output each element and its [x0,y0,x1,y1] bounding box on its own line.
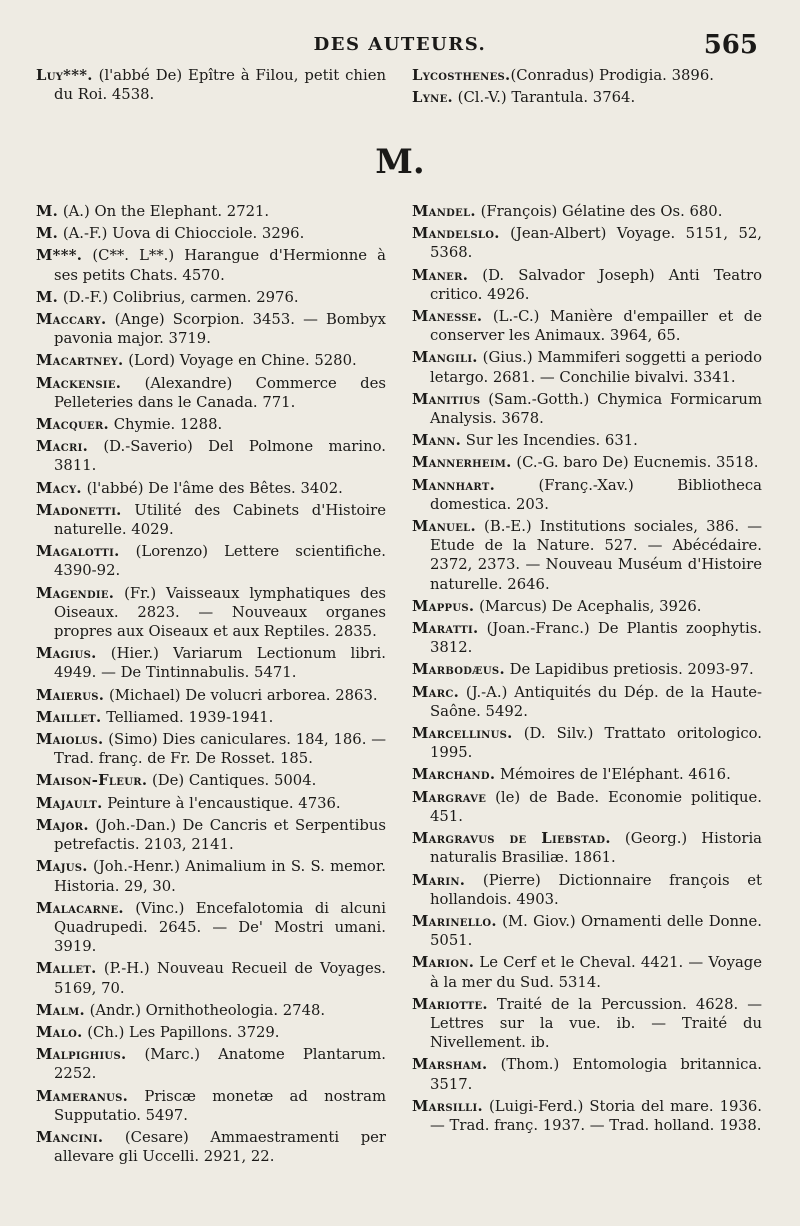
author-name: Luy***. [36,67,93,84]
author-name: Macy. [36,479,82,497]
index-entry [412,390,762,428]
author-name: Mariotte. [412,995,488,1013]
entry-text: Utilité des Cabinets d'Histoire naturelle. 4029. [54,501,386,539]
index-entry [412,765,762,784]
entry-text: (Joh.-Dan.) De Cancris et Serpentibus petrefactis. 2103, 2141. [54,816,386,854]
author-name: Mannhart. [412,476,496,494]
author-name: Marchand. [412,766,496,784]
author-name: Mandel. [412,203,476,220]
section-letter: M. [375,142,425,182]
entry-text: (l'abbé) De l'âme des Bêtes. 3402. [81,479,343,497]
entry-text: (L.-C.) Manière d'empailler et de conserver les Animaux. 3964, 65. [430,308,762,345]
author-name: Maison-Fleur. [36,772,148,790]
index-entry [36,1023,386,1042]
entry-text: (l'abbé De) Epître à Filou, petit chien du Roi. 4538. [54,67,386,104]
author-name: Magendie. [36,584,115,602]
author-name: Lycosthenes. [412,67,511,84]
index-entry [36,584,386,642]
index-entry [36,246,386,284]
author-name: Marinello. [412,912,497,930]
author-name: Marbodæus. [412,661,505,679]
index-entry [412,619,762,657]
index-entry [412,476,762,514]
entry-text: (le) de Bade. Economie politique. 451. [430,788,762,825]
entry-text: (D. Salvador Joseph) Anti Teatro critico. 4926. [430,266,762,303]
entry-text: (Thom.) Entomologia britannica. 3517. [430,1056,762,1093]
right-column [412,202,762,1138]
entry-text: Sur les Incendies. 631. [461,432,638,450]
index-entry [36,288,386,307]
author-name: Maierus. [36,686,105,704]
author-name: Madonetti. [36,501,122,519]
author-name: Marion. [412,954,475,972]
author-name: Magalotti. [36,543,120,561]
author-name: Maillet. [36,708,102,726]
author-name: Marcellinus. [412,725,513,743]
index-entry [36,1087,386,1125]
entry-text: (Jean-Albert) Voyage. 5151, 52, 5368. [430,225,762,262]
index-entry [412,224,762,262]
author-name: Macri. [36,438,89,456]
author-name: Magius. [36,645,97,663]
index-entry [36,1045,386,1083]
entry-text: (Michael) De volucri arborea. 2863. [104,686,378,704]
entry-text: (Pierre) Dictionnaire françois et hollandois. 4903. [430,871,762,908]
author-name: Majault. [36,794,103,812]
entry-text: (Lorenzo) Lettere scientifiche. 4390-92. [54,543,386,580]
index-entry [36,686,386,705]
top-right-column [412,66,762,110]
author-name: Maccary. [36,311,107,329]
author-name: Major. [36,816,89,834]
entry-text: (Hier.) Variarum Lectionum libri. 4949. — De Tintinnabulis. 5471. [54,645,386,682]
entry-text: (B.-E.) Institutions sociales, 386. — Etude de la Nature. 527. — Abécédaire. 2372, 2373. — Nouveau Muséum d'Histoire naturelle. 2646. [430,518,762,593]
index-entry [36,542,386,580]
author-name: Lyne. [412,89,453,107]
index-entry [412,597,762,616]
author-name: Mameranus. [36,1087,129,1105]
entry-text: (Marcus) De Acephalis, 3926. [474,597,702,615]
author-name: Malm. [36,1001,85,1019]
index-entry [36,959,386,997]
index-entry [412,517,762,594]
entry-text: Chymie. 1288. [109,416,223,434]
entry-text: (J.-A.) Antiquités du Dép. de la Haute-Saône. 5492. [430,683,762,720]
index-entry [412,829,762,867]
entry-text: Traité de la Percussion. 4628. — Lettres sur la vue. ib. — Traité du Nivellement. ib. [430,995,762,1052]
entry-text: Telliamed. 1939-1941. [101,708,274,726]
author-name: Macquer. [36,416,110,434]
author-name: Mandelslo. [412,225,500,243]
author-name: Margrave [412,788,487,806]
author-name: Malacarne. [36,899,124,917]
index-entry [36,501,386,539]
page-number: 565 [703,30,758,60]
entry-text: (A.-F.) Uova di Chiocciole. 3296. [58,225,305,243]
author-name: Margravus de Liebstad. [412,830,611,848]
index-entry [412,266,762,304]
entry-text: (D.-Saverio) Del Polmone marino. 3811. [54,438,386,475]
left-column [36,202,386,1169]
index-entry [412,724,762,762]
author-name: Mappus. [412,597,475,615]
index-entry [36,1001,386,1020]
index-entry [36,415,386,434]
entry-text: Mémoires de l'Eléphant. 4616. [495,766,731,784]
author-name: Maner. [412,266,469,284]
author-name: Mallet. [36,960,97,978]
index-entry [36,771,386,790]
entry-text: (Conradus) Prodigia. 3896. [510,67,714,84]
entry-text: (Gius.) Mammiferi soggetti a periodo letargo. 2681. — Conchilie bivalvi. 3341. [430,349,762,386]
entry-text: (Sam.-Gotth.) Chymica Formicarum Analysis. 3678. [430,390,762,428]
entry-text: (De) Cantiques. 5004. [147,772,317,790]
running-title: DES AUTEURS. [313,34,487,55]
entry-text: (Andr.) Ornithotheologia. 2748. [84,1001,326,1019]
index-entry [412,88,762,107]
index-entry [36,857,386,895]
author-name: Manesse. [412,308,483,326]
entry-text: (Joh.-Henr.) Animalium in S. S. memor. Historia. 29, 30. [54,858,386,895]
index-entry [36,899,386,957]
index-entry [412,1055,762,1093]
author-name: Mangili. [412,349,478,367]
entry-text: Peinture à l'encaustique. 4736. [102,794,341,812]
index-entry [412,660,762,679]
entry-text: (Vinc.) Encefalotomia di alcuni Quadrupedi. 2645. — De' Mostri umani. 3919. [54,899,386,956]
index-entry [412,871,762,909]
author-name: Maiolus. [36,731,104,749]
index-entry [36,310,386,348]
author-name: Mannerheim. [412,454,512,472]
index-entry [412,953,762,991]
entry-text: (Marc.) Anatome Plantarum. 2252. [54,1046,386,1083]
author-name: Mackensie. [36,374,122,392]
author-name: Manuel. [412,518,476,536]
index-entry [36,202,386,221]
index-entry [412,995,762,1053]
index-entry [36,351,386,370]
entry-text: (Lord) Voyage en Chine. 5280. [123,352,357,370]
index-entry [412,307,762,345]
index-entry [36,66,386,104]
entry-text: (Alexandre) Commerce des Pelleteries dans le Canada. 771. [54,374,386,411]
author-name: Mann. [412,432,462,450]
index-entry [412,348,762,386]
entry-text: (Luigi-Ferd.) Storia del mare. 1936. — Trad. franç. 1937. — Trad. holland. 1938. [430,1097,762,1134]
author-name: Majus. [36,858,88,876]
index-entry [36,794,386,813]
index-entry [36,644,386,682]
entry-text: (D. Silv.) Trattato oritologico. 1995. [430,725,762,762]
author-name: Manitius [412,390,481,408]
entry-text: (D.-F.) Colibrius, carmen. 2976. [58,288,299,306]
entry-text: (P.-H.) Nouveau Recueil de Voyages. 5169, 70. [54,960,386,997]
entry-text: (Ange) Scorpion. 3453. — Bombyx pavonia major. 3719. [54,311,386,348]
entry-text: (Georg.) Historia naturalis Brasiliæ. 1861. [430,830,762,867]
index-entry [36,224,386,243]
author-name: M. [36,288,59,306]
index-entry [412,453,762,472]
entry-text: Le Cerf et le Cheval. 4421. — Voyage à la mer du Sud. 5314. [430,954,762,991]
index-entry [36,730,386,768]
author-name: Marsham. [412,1056,488,1074]
index-entry [36,374,386,412]
index-entry [412,912,762,950]
entry-text: (Fr.) Vaisseaux lymphatiques des Oiseaux. 2823. — Nouveaux organes propres aux Oiseaux et aux Reptiles. 2835. [54,584,386,641]
author-name: Marin. [412,871,466,889]
author-name: Marsilli. [412,1097,483,1115]
entry-text: (Franç.-Xav.) Bibliotheca domestica. 203. [430,476,762,513]
author-name: Marc. [412,683,460,701]
running-head [0,30,800,62]
author-name: Macartney. [36,352,124,370]
author-name: M. [36,225,59,243]
entry-text: (A.) On the Elephant. 2721. [58,203,270,220]
index-entry [412,788,762,826]
entry-text: (Joan.-Franc.) De Plantis zoophytis. 3812. [430,620,762,657]
author-name: Malo. [36,1023,83,1041]
entry-text: (Simo) Dies caniculares. 184, 186. — Trad. franç. de Fr. De Rosset. 185. [54,731,386,768]
entry-text: De Lapidibus pretiosis. 2093-97. [504,661,754,679]
index-entry [412,431,762,450]
entry-text: (Cesare) Ammaestramenti per allevare gli Uccelli. 2921, 22. [54,1128,386,1166]
entry-text: (M. Giov.) Ornamenti delle Donne. 5051. [430,912,762,950]
author-name: M. [36,203,59,220]
index-entry [36,437,386,475]
index-entry [412,66,762,85]
index-entry [36,708,386,727]
author-name: Maratti. [412,620,479,638]
entry-text: Priscæ monetæ ad nostram Supputatio. 5497. [54,1087,386,1124]
index-entry [36,479,386,498]
entry-text: (Cl.-V.) Tarantula. 3764. [452,89,636,107]
index-entry [412,202,762,221]
entry-text: (François) Gélatine des Os. 680. [475,203,723,220]
index-entry [36,1128,386,1166]
index-entry [36,816,386,854]
entry-text: (C**. L**.) Harangue d'Hermionne à ses petits Chats. 4570. [54,247,386,284]
index-entry [412,683,762,721]
entry-text: (Ch.) Les Papillons. 3729. [82,1023,280,1041]
author-name: M***. [36,247,83,265]
author-name: Mancini. [36,1128,104,1146]
top-left-column [36,66,386,107]
index-entry [412,1097,762,1135]
entry-text: (C.-G. baro De) Eucnemis. 3518. [511,454,759,472]
author-name: Malpighius. [36,1046,127,1064]
